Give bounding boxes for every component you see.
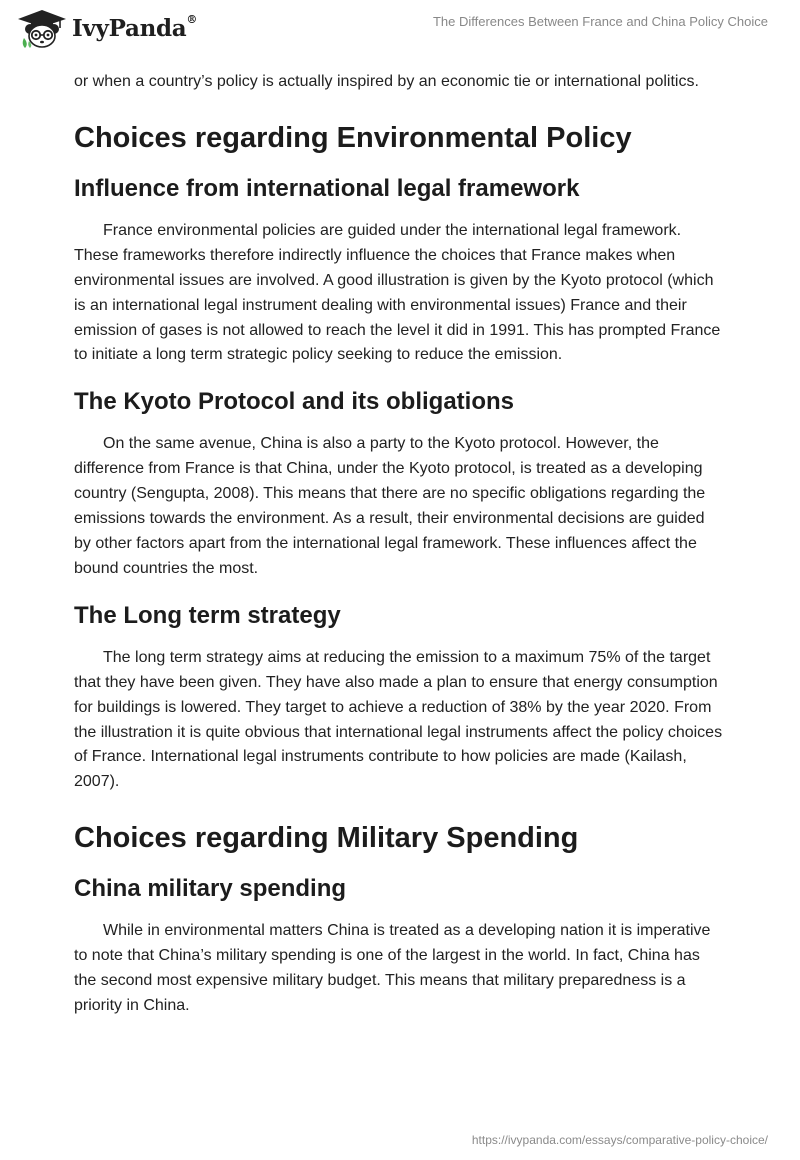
paragraph-international-legal-framework: France environmental policies are guided under the international legal framework. These frameworks therefore indirectly influence the choices that France makes when environmental issues are involved. A good illustration is given by the Kyoto protocol (which is an international legal instrument dealing with environmental issues) France and their emission of gases is not allowed to reach the level it did in 1991. This has prompted France to initiate a long term strategic policy seeking to reduce the emission. [74,221,721,364]
page-header [0,0,800,70]
subheading-long-term-strategy: The Long term strategy [74,601,341,629]
subheading-international-legal-framework: Influence from international legal framework [74,174,580,202]
paragraph-kyoto-protocol: On the same avenue, China is also a party to the Kyoto protocol. However, the difference from France is that China, under the Kyoto protocol, is treated as a developing country (Sengupta, 2008). This means that there are no specific obligations regarding the emissions towards the environment. As a result, their environmental decisions are guided by other factors apart from the international legal framework. These influences affect the bound countries the most. [74,435,706,577]
section-heading-environmental-policy: Choices regarding Environmental Policy [74,121,632,154]
paragraph-long-term-strategy: The long term strategy aims at reducing the emission to a maximum 75% of the target that they have been given. They have also made a plan to ensure that energy consumption for buildings is lowered. They target to achieve a reduction of 38% by the year 2020. From the illustration it is quite obvious that international legal instruments affect the policy choices of France. International legal instruments contribute to how policies are made (Kailash, 2007). [74,648,723,791]
article-body [74,70,724,1029]
subheading-china-military-spending: China military spending [74,875,347,903]
intro-paragraph: or when a country’s policy is actually inspired by an economic tie or international politics. [74,73,699,90]
document-title: The Differences Between France and China Policy Choice [432,14,768,29]
source-url-link[interactable]: https://ivypanda.com/essays/comparative-policy-choice/ [471,1133,768,1147]
paragraph-china-military-spending: While in environmental matters China is treated as a developing nation it is imperative to note that China’s military spending is one of the largest in the world. In fact, China has the second most expensive military budget. This means that military preparedness is a priority in China. [74,922,711,1014]
panda-graduate-icon [14,8,70,48]
ivypanda-logo[interactable] [14,8,197,48]
subheading-kyoto-protocol: The Kyoto Protocol and its obligations [74,388,515,416]
section-heading-military-spending: Choices regarding Military Spending [74,822,579,855]
brand-name: IvyPanda® [72,12,198,42]
